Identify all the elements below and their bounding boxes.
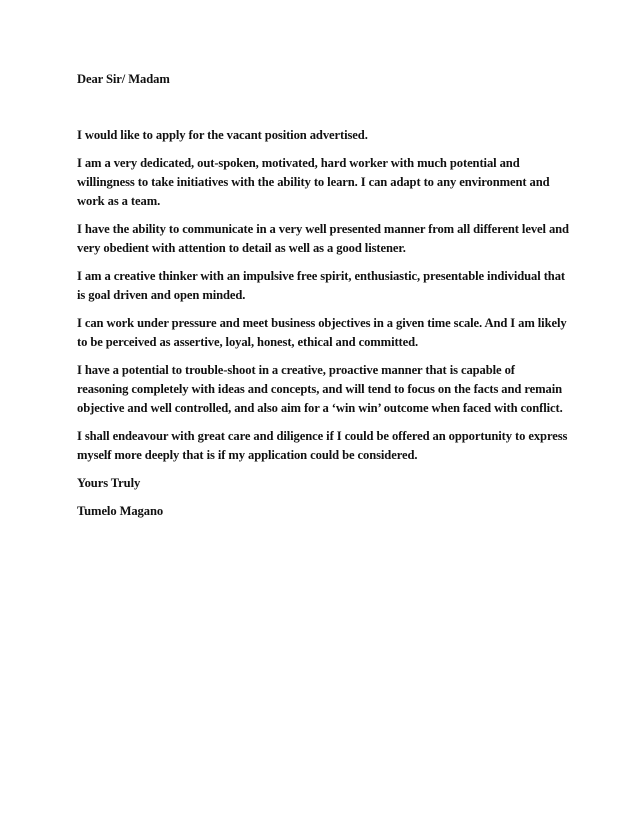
salutation: Dear Sir/ Madam <box>77 72 170 86</box>
paragraph-opportunity: I shall endeavour with great care and diligence if I could be offered an opportunity to express myself more deeply that is if my application could be considered. <box>77 429 568 462</box>
paragraph-dedication: I am a very dedicated, out-spoken, motivated, hard worker with much potential and willingness to take initiatives with the ability to learn. I can adapt to any environment and work as a team. <box>77 156 550 208</box>
paragraph-communication: I have the ability to communicate in a very well presented manner from all different level and very obedient with attention to detail as well as a good listener. <box>77 222 569 255</box>
paragraph-troubleshooting: I have a potential to trouble-shoot in a creative, proactive manner that is capable of reasoning completely with ideas and concepts, and will tend to focus on the facts and remain objective and well controlled, and also aim for a ‘win win’ outcome when faced with conflict. <box>77 363 563 415</box>
closing: Yours Truly <box>77 476 141 490</box>
cover-letter <box>77 70 569 521</box>
paragraph-application: I would like to apply for the vacant position advertised. <box>77 128 368 142</box>
paragraph-creativity: I am a creative thinker with an impulsive free spirit, enthusiastic, presentable individual that is goal driven and open minded. <box>77 269 565 302</box>
signature-name: Tumelo Magano <box>77 504 164 518</box>
paragraph-pressure: I can work under pressure and meet business objectives in a given time scale. And I am likely to be perceived as assertive, loyal, honest, ethical and committed. <box>77 316 567 349</box>
